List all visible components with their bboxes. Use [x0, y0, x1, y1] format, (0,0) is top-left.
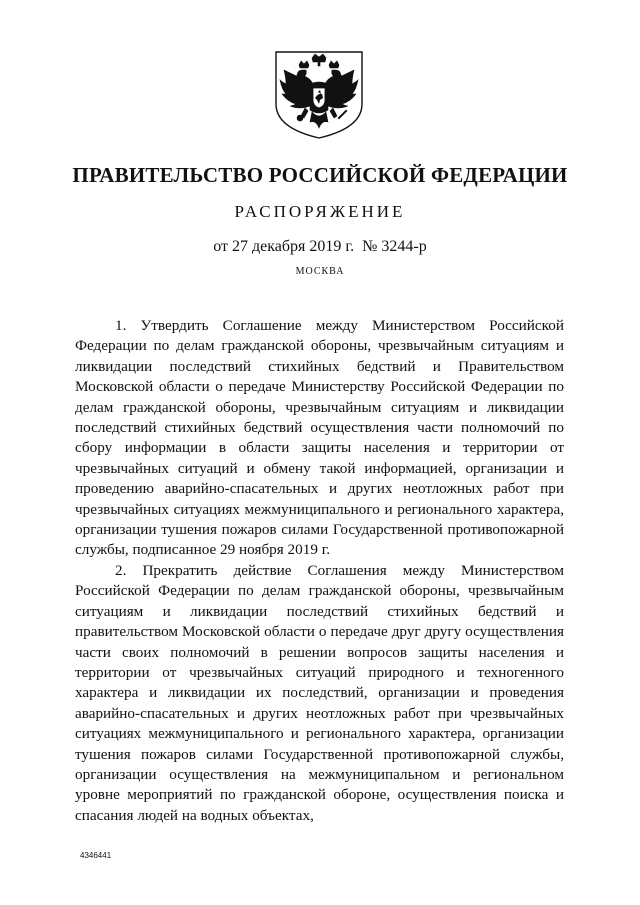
- document-code: 4346441: [80, 851, 112, 860]
- paragraph-1: 1. Утвердить Соглашение между Министерством Российской Федерации по делам гражданской обороны, чрезвычайным ситуациям и ликвидации последствий стихийных бедствий и Правительством Московской области о передаче Министерству Российской Федерации по делам гражданской обороны, чрезвычайным ситуациям и ликвидации последствий стихийных бедствий осуществления части полномочий по сбору информации в области защиты населения и территории от чрезвычайных ситуаций и обмену такой информацией, организации и проведению аварийно-спасательных и других неотложных работ при чрезвычайных ситуациях межмуниципального и регионального характера, организации тушения пожаров силами Государственной противопожарной службы, подписанное 29 ноября 2019 г.: [75, 317, 564, 559]
- russian-coat-of-arms-icon: [272, 48, 366, 140]
- paragraph-2: 2. Прекратить действие Соглашения между Министерством Российской Федерации по делам гражданской обороны, чрезвычайным ситуациям и ликвидации последствий стихийных бедствий и правительством Московской области о передаче друг другу осуществления части своих полномочий в решении вопросов защиты населения и территории от чрезвычайных ситуаций природного и техногенного характера и ликвидации их последствий, организации и проведения аварийно-спасательных и других неотложных работ при чрезвычайных ситуациях межмуниципального и регионального характера, организации тушения пожаров силами Государственной противопожарной службы, организации осуществления на межмуниципальном и региональном уровне мероприятий по гражданской обороне, осуществления поиска и спасания людей на водных объектах,: [75, 561, 564, 824]
- document-body: [75, 316, 564, 826]
- government-title: ПРАВИТЕЛЬСТВО РОССИЙСКОЙ ФЕДЕРАЦИИ: [72, 163, 568, 187]
- document-date: от 27 декабря 2019 г.: [213, 238, 355, 255]
- document-city: МОСКВА: [295, 266, 345, 277]
- document-date-line: [0, 238, 640, 256]
- document-number: № 3244-р: [362, 238, 427, 255]
- document-type: РАСПОРЯЖЕНИЕ: [234, 202, 406, 221]
